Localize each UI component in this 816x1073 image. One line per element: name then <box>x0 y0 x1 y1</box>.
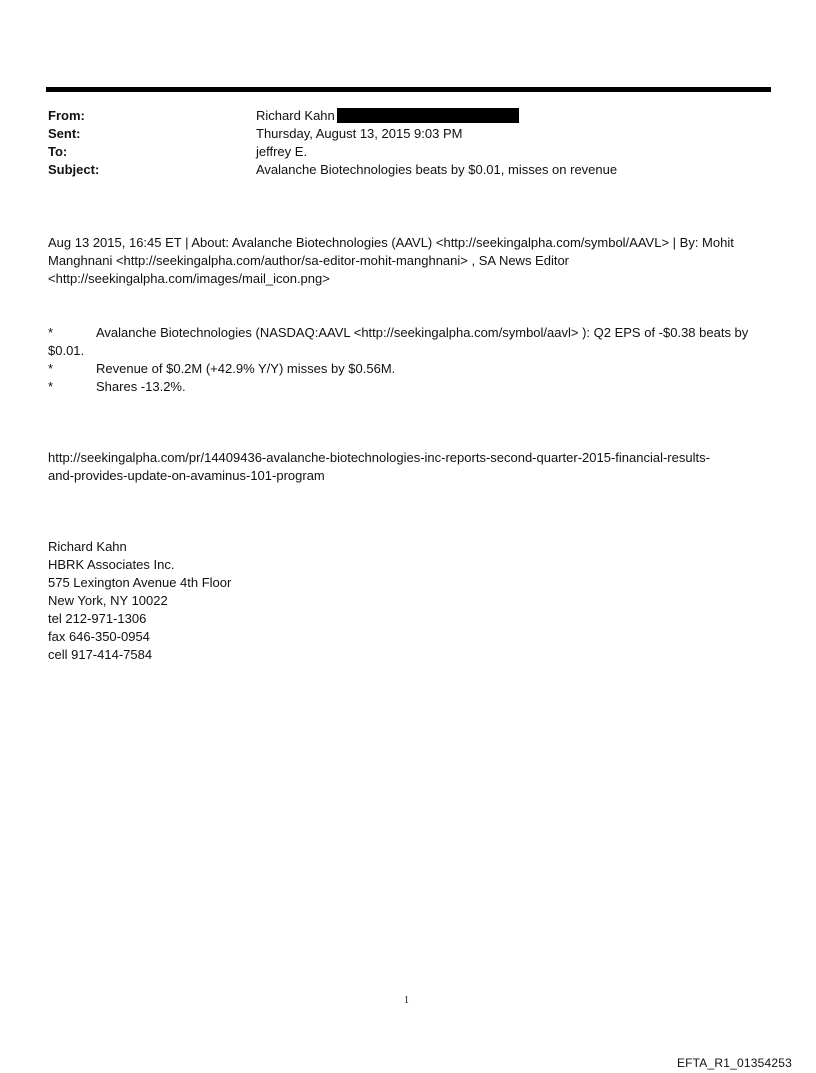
signature-fax: fax 646-350-0954 <box>48 629 150 644</box>
from-label: From: <box>48 108 85 123</box>
page-number: 1 <box>404 995 409 1006</box>
from-value <box>256 107 519 125</box>
press-release-link-line-2[interactable]: and-provides-update-on-avaminus-101-program <box>48 468 325 483</box>
bullet-marker: * <box>48 325 54 340</box>
intro-line-3: <http://seekingalpha.com/images/mail_icon.png> <box>48 271 330 286</box>
bullet-marker: * <box>48 379 54 394</box>
bullet-item: Avalanche Biotechnologies (NASDAQ:AAVL <http://seekingalpha.com/symbol/aavl> ): Q2 EPS of -$0.38 beats by <box>96 325 749 340</box>
signature-company: HBRK Associates Inc. <box>48 557 175 572</box>
sent-value: Thursday, August 13, 2015 9:03 PM <box>256 126 463 141</box>
subject-label: Subject: <box>48 162 100 177</box>
signature-city: New York, NY 10022 <box>48 593 168 608</box>
intro-line-2: Manghnani <http://seekingalpha.com/author/sa-editor-mohit-manghnani> , SA News Editor <box>48 253 570 268</box>
signature-cell: cell 917-414-7584 <box>48 647 153 662</box>
bullet-wrap: $0.01. <box>48 343 85 358</box>
intro-line-1: Aug 13 2015, 16:45 ET | About: Avalanche Biotechnologies (AAVL) <http://seekingalpha.com/symbol/AAVL> | By: Mohit <box>48 235 734 250</box>
document-id: EFTA_R1_01354253 <box>676 1056 792 1070</box>
signature-address: 575 Lexington Avenue 4th Floor <box>48 575 232 590</box>
signature-tel: tel 212-971-1306 <box>48 611 147 626</box>
bullet-item: Revenue of $0.2M (+42.9% Y/Y) misses by $0.56M. <box>96 361 396 376</box>
press-release-link-line-1[interactable]: http://seekingalpha.com/pr/14409436-avalanche-biotechnologies-inc-reports-second-quarter-2015-financial-results- <box>48 450 710 465</box>
header-rule <box>46 87 771 92</box>
sent-label: Sent: <box>48 126 81 141</box>
to-label: To: <box>48 144 68 159</box>
bullet-item: Shares -13.2%. <box>96 379 186 394</box>
bullet-marker: * <box>48 361 54 376</box>
subject-value: Avalanche Biotechnologies beats by $0.01, misses on revenue <box>256 162 618 177</box>
to-value: jeffrey E. <box>256 144 308 159</box>
redaction-block <box>337 108 519 123</box>
signature-name: Richard Kahn <box>48 539 127 554</box>
from-name: Richard Kahn <box>256 108 335 123</box>
